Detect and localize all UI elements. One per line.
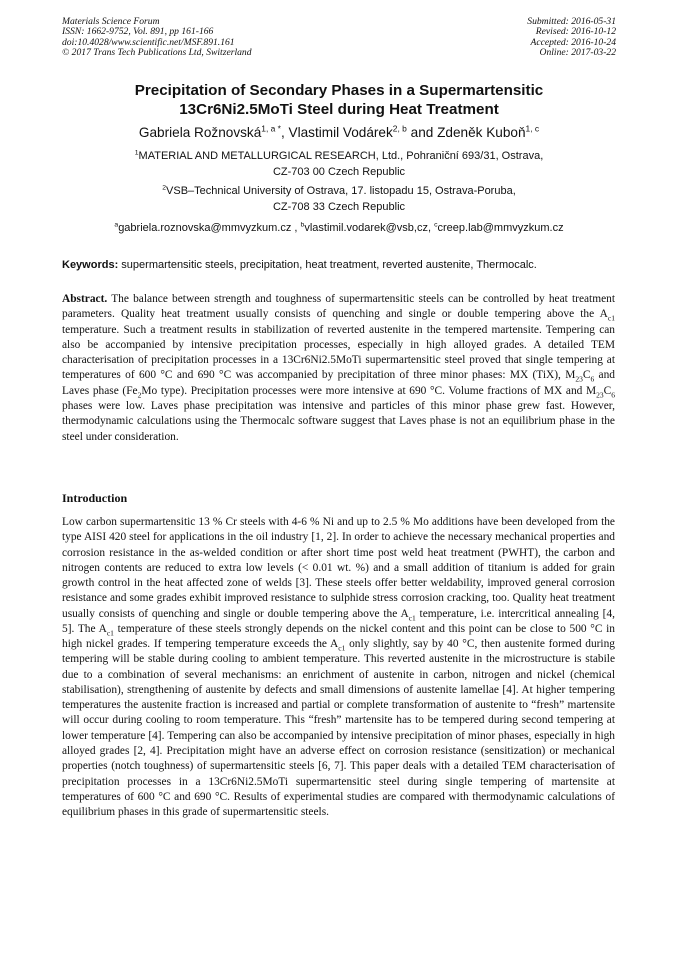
abstract-text: Mo type). Precipitation processes were more intensive at 690 °C. Volume fractions of MX and M — [141, 384, 597, 397]
journal-info — [62, 17, 252, 59]
journal-issn: ISSN: 1662-9752, Vol. 891, pp 161-166 — [62, 26, 214, 38]
email-separator: , — [291, 222, 301, 234]
abstract-text: phases were low. Laves phase precipitation was intensive and particles of this minor phase grew fast. However, thermodynamic calculations using the Thermocalc software suggest that Laves phase is not an equilibrium phase in the steel under consideration. — [62, 400, 615, 443]
keywords-text: supermartensitic steels, precipitation, heat treatment, reverted austenite, Thermocalc. — [118, 259, 537, 271]
body-text: temperature of these steels strongly depends on the nickel content and this point can be close to 500 °C in high nickel grades. If tempering temperature exceeds the A — [62, 622, 615, 651]
body-text: Low carbon supermartensitic 13 % Cr steels with 4-6 % Ni and up to 2.5 % Mo additions have been developed from the type AISI 420 steel for applications in the oil industry [1, 2]. In order to achieve the necessary mechanical properties and corrosion resistance in the as-welded condition or after short time post weld heat treatment (PWHT), the carbon and nitrogen contents are reduced to extra low levels (< 0.01 wt. %) and a small addition of titanium is added for grain growth control in the heat affected zone of welds [3]. These steels offer better weldability, improved general corrosion resistance and some grades exhibit improved resistance to sulphide stress corrosion cracking, too. Quality heat treatment usually consists of quenching and single or double tempering above the A — [62, 516, 615, 620]
abstract-text: temperature. Such a treatment results in stabilization of reverted austenite in the tempered martensite. Tempering can also be accompanied by intensive precipitation processes, especially in high alloyed grades. A detailed TEM characterisation of precipitation processes in a 13Cr6Ni2.5MoTi supermartensitic steel proved that single tempering at temperatures of 600 °C and 690 °C was accompanied by precipitation of three minor phases: MX (TiX), M — [62, 323, 615, 382]
subscript: c1 — [607, 313, 615, 323]
paper-title — [0, 82, 678, 119]
publication-dates — [527, 17, 616, 59]
title-line-2: 13Cr6Ni2.5MoTi Steel during Heat Treatment — [179, 100, 499, 118]
email-link[interactable]: gabriela.roznovska@mmvyzkum.cz — [118, 222, 292, 234]
affiliation-mark: 1 — [134, 149, 139, 157]
subscript: c1 — [338, 643, 346, 653]
author-emails — [0, 221, 678, 236]
date-online: Online: 2017-03-22 — [539, 47, 616, 59]
subscript: 6 — [590, 374, 595, 384]
affiliation-line: MATERIAL AND METALLURGICAL RESEARCH, Ltd., Pohraniční 693/31, Ostrava, — [138, 150, 544, 162]
keywords — [62, 258, 622, 273]
affiliation-1 — [0, 149, 678, 180]
abstract-text: C — [603, 384, 612, 397]
affiliation-line: CZ-708 33 Czech Republic — [272, 200, 406, 213]
date-submitted: Submitted: 2016-05-31 — [527, 16, 616, 27]
subscript: c1 — [106, 628, 114, 638]
keywords-label: Keywords: — [62, 259, 119, 271]
subscript: c1 — [408, 612, 416, 622]
email-mark: c — [434, 221, 438, 229]
subscript: 6 — [611, 390, 615, 400]
date-revised: Revised: 2016-10-12 — [535, 26, 616, 38]
author-affiliation-mark: 1, c — [525, 123, 540, 134]
abstract-label: Abstract. — [62, 293, 108, 305]
title-line-1: Precipitation of Secondary Phases in a Supermartensitic — [134, 82, 544, 99]
journal-name: Materials Science Forum — [62, 16, 160, 27]
author-list — [0, 124, 678, 141]
email-mark: a — [114, 221, 119, 229]
body-text: temperature, i.e. intercritical annealing [4, 5]. The A — [62, 607, 615, 635]
abstract — [62, 292, 615, 445]
date-accepted: Accepted: 2016-10-24 — [530, 36, 616, 48]
author-name: Vlastimil Vodárek — [288, 125, 393, 140]
email-mark: b — [300, 221, 305, 229]
email-link[interactable]: vlastimil.vodarek@vsb,cz, — [304, 222, 432, 234]
body-text: only slightly, say by 40 °C, then austenite formed during tempering will be stable during cooling to ambient temperature. This reverted austenite in the microstructure is stabile due to a combination of several mechanisms: an enrichment of austenite in carbon, nitrogen and nickel (chemical stabilisation), strengthening of austenite by defects and small dimensions of austenite lamellae [4]. At higher tempering temperatures the austenite fraction is increased and partial or complete transformation of austenite to “fresh” martensite will occur during cooling to room temperature. This “fresh” martensite has to be tempered during second tempering at lower temperature [4]. Tempering can also be accompanied by intensive precipitation of minor phases, especially in high alloyed grades [2, 4]. Precipitation might have an adverse effect on corrosion resistance (sensitization) or mechanical properties (notch toughness) of supermartensitic steels [6, 7]. This paper deals with a detailed TEM characterisation of precipitation processes in a 13Cr6Ni2.5MoTi supermartensitic steel during single tempering of martensite at temperatures of 600 °C and 690 °C. Results of experimental studies are compared with thermodynamic calculations of equilibrium phases in this grade of supermartensitic steels. — [62, 638, 615, 819]
email-link[interactable]: creep.lab@mmvyzkum.cz — [437, 222, 564, 234]
subscript: 23 — [596, 390, 604, 400]
affiliation-line: VSB–Technical University of Ostrava, 17. listopadu 15, Ostrava-Poruba, — [166, 185, 516, 197]
journal-doi: doi:10.4028/www.scientific.net/MSF.891.161 — [62, 36, 235, 48]
affiliation-2 — [0, 184, 678, 215]
subscript: 2 — [137, 390, 142, 400]
journal-copyright: © 2017 Trans Tech Publications Ltd, Switzerland — [62, 47, 252, 59]
section-heading-introduction: Introduction — [62, 491, 128, 505]
abstract-text: and Laves phase (Fe — [62, 369, 616, 397]
author-affiliation-mark: 2, b — [392, 123, 407, 134]
journal-header — [62, 17, 616, 59]
affiliation-line: CZ-703 00 Czech Republic — [272, 165, 406, 178]
author-separator: and — [406, 125, 438, 140]
abstract-text: The balance between strength and toughness of supermartensitic steels can be controlled by heat treatment parameters. Quality heat treatment usually consists of quenching and single or double tempering above the A — [62, 293, 615, 321]
abstract-text: C — [582, 369, 591, 382]
introduction-paragraph — [62, 515, 615, 820]
subscript: 23 — [575, 374, 583, 384]
author-separator: , — [280, 125, 289, 140]
author-name: Zdeněk Kuboň — [437, 125, 526, 140]
author-affiliation-mark: 1, a * — [261, 123, 281, 134]
author-name: Gabriela Rožnovská — [138, 125, 262, 140]
affiliation-mark: 2 — [162, 184, 167, 192]
